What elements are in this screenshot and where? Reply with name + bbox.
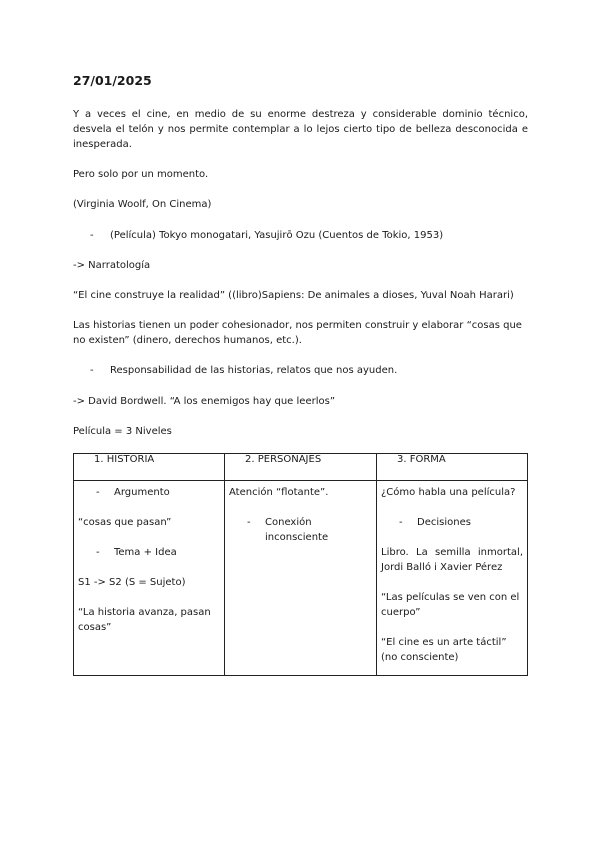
cell-text: “El cine es un arte táctil” (no consciente) — [381, 637, 507, 663]
cell-bullet: - Tema + Idea — [96, 547, 177, 558]
cell-bullet: - Conexión inconsciente — [247, 517, 329, 543]
bullet-film-text: (Película) Tokyo monogatari, Yasujirō Ozu (Cuentos de Tokio, 1953) — [110, 230, 444, 241]
cell-text: “cosas que pasan” — [78, 517, 172, 528]
header-forma: 3. FORMA — [377, 454, 528, 481]
levels-table — [73, 453, 528, 676]
cell-historia — [74, 481, 225, 676]
bullet-dash: - — [90, 365, 94, 376]
header-personajes: 2. PERSONAJES — [225, 454, 377, 481]
cell-text: Atención “flotante”. — [229, 487, 329, 498]
bullet-film — [90, 228, 443, 243]
table-header-row — [74, 454, 528, 481]
table-row — [74, 481, 528, 676]
quote-source: (Virginia Woolf, On Cinema) — [73, 199, 212, 210]
cell-forma — [377, 481, 528, 676]
quote-line: Pero solo por un momento. — [73, 169, 209, 180]
intro-paragraph: Y a veces el cine, en medio de su enorme destreza y considerable dominio técnico, desvela el telón y nos permite contemplar a lo lejos cierto tipo de belleza desconocida e inesperada. — [73, 109, 528, 150]
bullet-responsibility — [90, 363, 397, 378]
levels-line: Película = 3 Niveles — [73, 426, 172, 437]
bullet-dash: - — [90, 230, 94, 241]
narratology-line: -> Narratología — [73, 260, 151, 271]
bordwell-line: -> David Bordwell. “A los enemigos hay que leerlos” — [73, 396, 335, 407]
cell-text: “Las películas se ven con el cuerpo” — [381, 592, 520, 618]
cell-personajes — [225, 481, 377, 676]
cine-quote: “El cine construye la realidad” ((libro)Sapiens: De animales a dioses, Yuval Noah Harari) — [73, 290, 514, 301]
stories-paragraph: Las historias tienen un poder cohesionador, nos permiten construir y elaborar “cosas que no existen” (dinero, derechos humanos, etc.). — [73, 320, 522, 346]
cell-text: ¿Cómo habla una película? — [381, 487, 516, 498]
cell-text: “La historia avanza, pasan cosas” — [78, 607, 211, 633]
cell-bullet: - Decisiones — [399, 517, 471, 528]
note-date: 27/01/2025 — [73, 73, 152, 88]
bullet-responsibility-text: Responsabilidad de las historias, relatos que nos ayuden. — [110, 365, 398, 376]
cell-text: Libro. La semilla inmortal, Jordi Balló i Xavier Pérez — [381, 547, 523, 573]
cell-text: S1 -> S2 (S = Sujeto) — [78, 577, 186, 588]
header-historia: 1. HISTORIA — [74, 454, 225, 481]
cell-bullet: - Argumento — [96, 487, 170, 498]
